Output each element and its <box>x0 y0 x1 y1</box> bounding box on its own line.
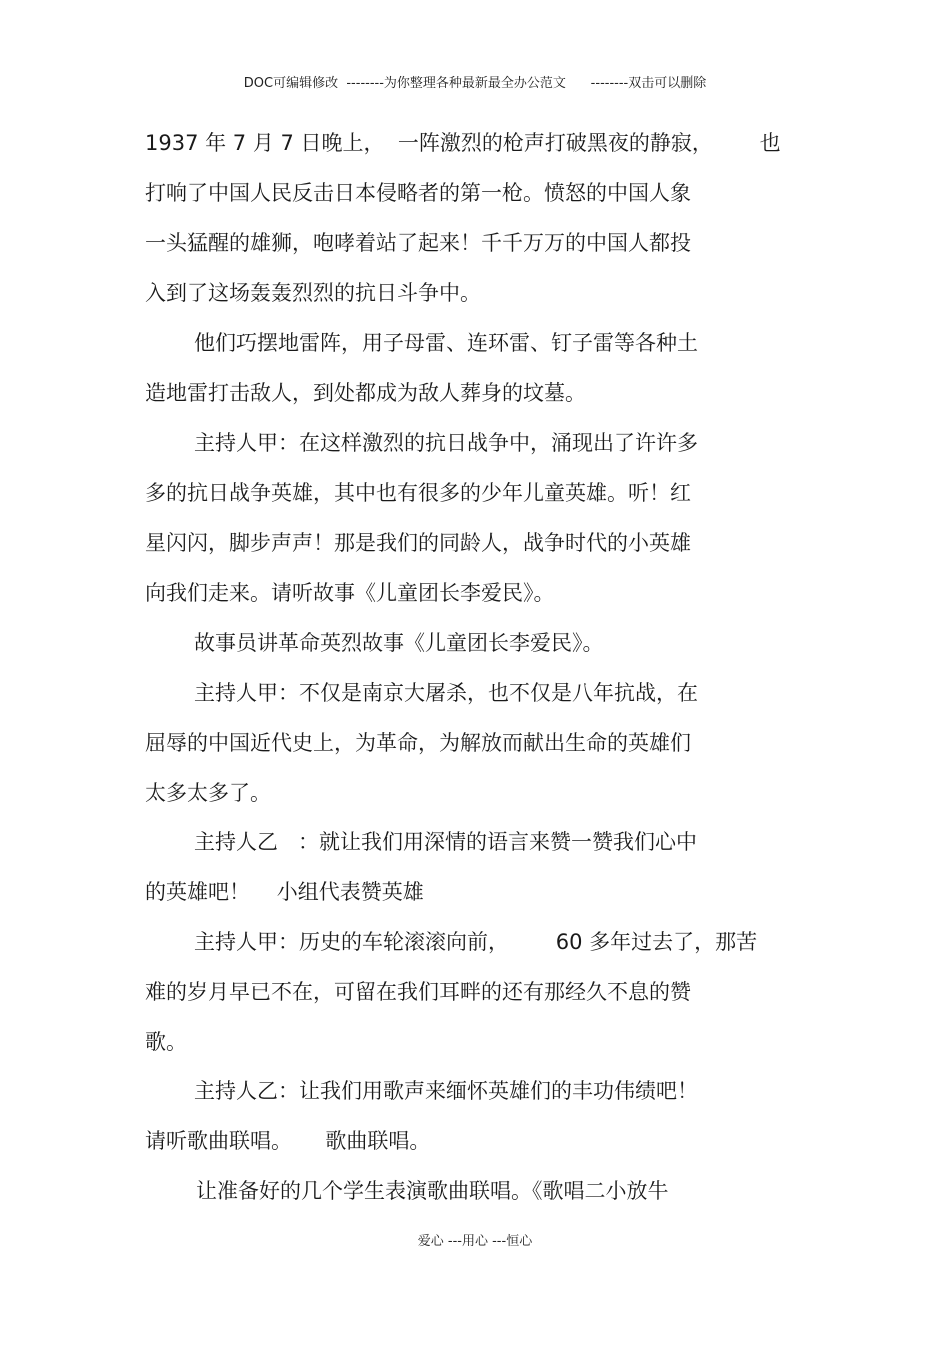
text-line: 主持人甲：历史的车轮滚滚向前， 60 多年过去了，那苦 <box>194 930 758 954</box>
text-line: 一头猛醒的雄狮，咆哮着站了起来！千千万万的中国人都投 <box>145 231 691 255</box>
text-line: 造地雷打击敌人，到处都成为敌人葬身的坟墓。 <box>145 381 586 405</box>
text-line: 难的岁月早已不在，可留在我们耳畔的还有那经久不息的赞 <box>145 980 691 1004</box>
text-line: 星闪闪，脚步声声！那是我们的同龄人，战争时代的小英雄 <box>145 531 691 555</box>
text-line: 多的抗日战争英雄，其中也有很多的少年儿童英雄。听！红 <box>145 481 691 505</box>
text-line: 入到了这场轰轰烈烈的抗日斗争中。 <box>145 281 481 305</box>
text-line: 打响了中国人民反击日本侵略者的第一枪。愤怒的中国人象 <box>145 181 691 205</box>
text-line: 主持人乙：让我们用歌声来缅怀英雄们的丰功伟绩吧！ <box>194 1079 698 1103</box>
text-line: 1937 年 7 月 7 日晚上， 一阵激烈的枪声打破黑夜的静寂， 也 <box>145 131 781 155</box>
text-line: 屈辱的中国近代史上，为革命，为解放而献出生命的英雄们 <box>145 731 691 755</box>
page-header: DOC可编辑修改 --------为你整理各种最新最全办公范文 --------双击可以删除 <box>243 76 707 91</box>
text-line: 让准备好的几个学生表演歌曲联唱。《歌唱二小放牛 <box>196 1179 669 1203</box>
text-line: 主持人甲：不仅是南京大屠杀，也不仅是八年抗战，在 <box>194 681 698 705</box>
text-line: 他们巧摆地雷阵，用子母雷、连环雷、钉子雷等各种土 <box>194 331 698 355</box>
text-line: 歌。 <box>145 1030 187 1054</box>
text-line: 的英雄吧！ 小组代表赞英雄 <box>145 880 424 904</box>
text-line: 请听歌曲联唱。 歌曲联唱。 <box>145 1129 431 1153</box>
text-line: 向我们走来。请听故事《儿童团长李爱民》。 <box>145 581 555 605</box>
text-line: 主持人乙 ：就让我们用深情的语言来赞一赞我们心中 <box>194 830 698 854</box>
text-line: 太多太多了。 <box>145 781 271 805</box>
text-line: 故事员讲革命英烈故事《儿童团长李爱民》。 <box>194 631 604 655</box>
text-line: 主持人甲：在这样激烈的抗日战争中，涌现出了许许多 <box>194 431 698 455</box>
page-footer: 爱心 ---用心 ---恒心 <box>417 1234 533 1249</box>
